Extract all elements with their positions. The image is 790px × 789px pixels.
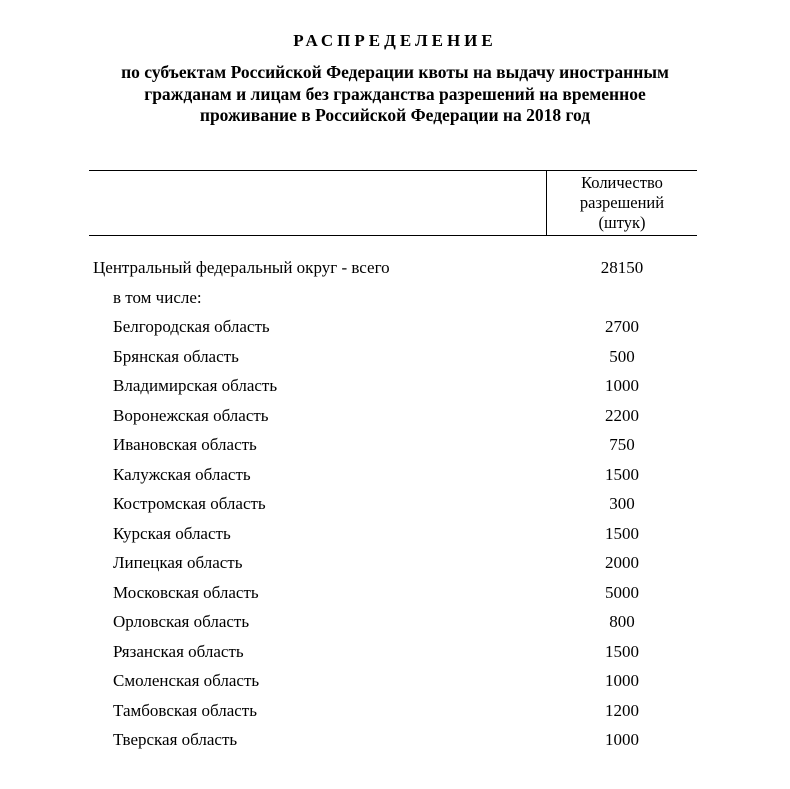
region-name: Брянская область	[113, 346, 239, 366]
permit-count: 5000	[605, 582, 639, 602]
permit-count: 1500	[605, 464, 639, 484]
table-row	[0, 371, 790, 401]
table-body	[0, 253, 790, 755]
permit-count: 1200	[605, 700, 639, 720]
permit-count: 500	[609, 346, 635, 366]
region-name: Ивановская область	[113, 435, 257, 454]
region-name: Центральный федеральный округ - всего	[93, 258, 390, 277]
table-row	[0, 312, 790, 342]
permit-count: 1000	[605, 376, 639, 395]
table-row	[0, 460, 790, 490]
permit-count: 800	[609, 612, 635, 631]
permit-count: 2200	[605, 405, 639, 425]
document-title: РАСПРЕДЕЛЕНИЕ	[293, 31, 497, 50]
region-name: Рязанская область	[113, 641, 244, 661]
table-row	[0, 519, 790, 549]
document-subtitle	[95, 62, 695, 127]
region-name: в том числе:	[113, 287, 202, 307]
table-row	[0, 637, 790, 667]
table-row	[0, 489, 790, 519]
permit-count: 1500	[605, 523, 639, 543]
region-name: Московская область	[113, 582, 259, 602]
table-row	[0, 430, 790, 460]
table-header	[89, 170, 697, 236]
subtitle-line: по субъектам Российской Федерации квоты на выдачу иностранным	[121, 62, 669, 82]
region-name: Белгородская область	[113, 317, 270, 336]
permit-count: 2000	[605, 553, 639, 572]
table-row	[0, 342, 790, 372]
subtitle-line: проживание в Российской Федерации на 2018 год	[199, 105, 591, 125]
region-name: Тамбовская область	[113, 700, 257, 720]
permit-count: 28150	[600, 258, 644, 277]
table-row	[0, 253, 790, 283]
table-row	[0, 578, 790, 608]
table-row	[0, 725, 790, 755]
permit-count: 1000	[605, 730, 639, 749]
region-name: Орловская область	[113, 612, 250, 631]
permit-count: 750	[609, 435, 635, 454]
table-row	[0, 401, 790, 431]
region-name: Липецкая область	[113, 553, 243, 572]
subtitle-line: гражданам и лицам без гражданства разрешений на временное	[144, 83, 646, 104]
table-row	[0, 283, 790, 313]
column-header-line: Количество	[581, 173, 663, 192]
table-row	[0, 696, 790, 726]
region-name: Владимирская область	[113, 376, 278, 395]
permit-count: 1000	[605, 671, 639, 690]
column-header-line: разрешений	[579, 193, 665, 212]
region-name: Тверская область	[113, 730, 238, 749]
table-row	[0, 666, 790, 696]
permit-count: 2700	[605, 317, 639, 336]
region-name: Воронежская область	[113, 405, 269, 425]
region-name: Калужская область	[113, 464, 251, 484]
region-name: Курская область	[113, 523, 231, 543]
permit-count: 1500	[605, 641, 639, 661]
table-row	[0, 607, 790, 637]
quantity-column-header	[547, 173, 697, 233]
permit-count: 300	[609, 494, 635, 513]
region-name: Костромская область	[113, 494, 266, 513]
table-row	[0, 548, 790, 578]
column-header-line: (штук)	[598, 213, 646, 232]
region-name: Смоленская область	[113, 671, 260, 690]
